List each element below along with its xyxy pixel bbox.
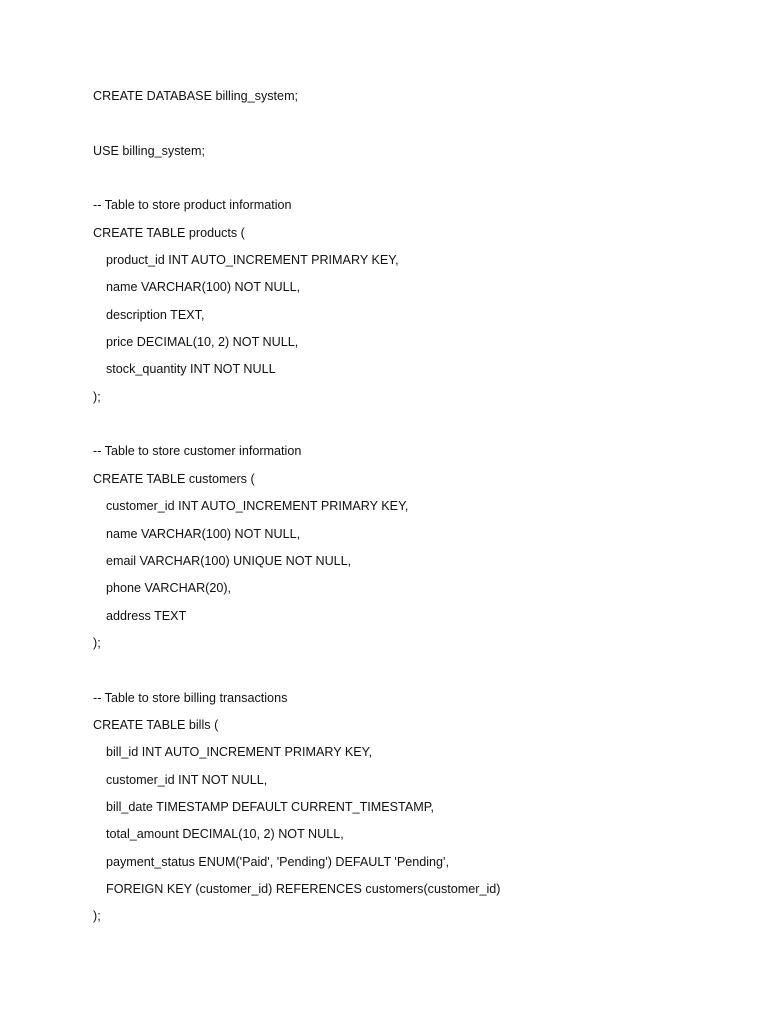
- text-line: );: [93, 909, 101, 924]
- text-line: bill_date TIMESTAMP DEFAULT CURRENT_TIMESTAMP,: [106, 799, 434, 814]
- text-line: );: [93, 635, 101, 650]
- sql-text-block: [93, 84, 733, 932]
- comment-line: -- Table to store product information: [93, 198, 292, 213]
- blank-line: [93, 412, 733, 439]
- text-line: payment_status ENUM('Paid', 'Pending') DEFAULT 'Pending',: [106, 854, 449, 869]
- blank-line: [93, 111, 733, 138]
- text-line: name VARCHAR(100) NOT NULL,: [106, 526, 301, 541]
- text-line: email VARCHAR(100) UNIQUE NOT NULL,: [106, 553, 352, 568]
- blank-line: [93, 658, 733, 685]
- text-line: name VARCHAR(100) NOT NULL,: [106, 280, 301, 295]
- text-line: CREATE DATABASE billing_system;: [93, 89, 299, 103]
- text-line: CREATE TABLE bills (: [93, 717, 219, 732]
- text-line: phone VARCHAR(20),: [106, 581, 232, 596]
- blank-line: [93, 166, 733, 193]
- text-line: address TEXT: [106, 608, 187, 623]
- text-line: USE billing_system;: [93, 143, 205, 158]
- text-line: customer_id INT AUTO_INCREMENT PRIMARY KEY,: [106, 499, 409, 514]
- text-line: FOREIGN KEY (customer_id) REFERENCES customers(customer_id): [106, 881, 501, 896]
- text-line: stock_quantity INT NOT NULL: [106, 362, 276, 377]
- text-line: );: [93, 389, 101, 404]
- text-line: total_amount DECIMAL(10, 2) NOT NULL,: [106, 827, 344, 842]
- comment-line: -- Table to store billing transactions: [93, 690, 288, 705]
- text-line: description TEXT,: [106, 307, 205, 322]
- text-line: CREATE TABLE products (: [93, 225, 245, 240]
- text-line: product_id INT AUTO_INCREMENT PRIMARY KEY,: [106, 253, 399, 268]
- comment-line: -- Table to store customer information: [93, 444, 302, 459]
- text-line: CREATE TABLE customers (: [93, 471, 255, 486]
- text-line: customer_id INT NOT NULL,: [106, 772, 268, 787]
- text-line: bill_id INT AUTO_INCREMENT PRIMARY KEY,: [106, 745, 372, 760]
- text-line: price DECIMAL(10, 2) NOT NULL,: [106, 335, 299, 350]
